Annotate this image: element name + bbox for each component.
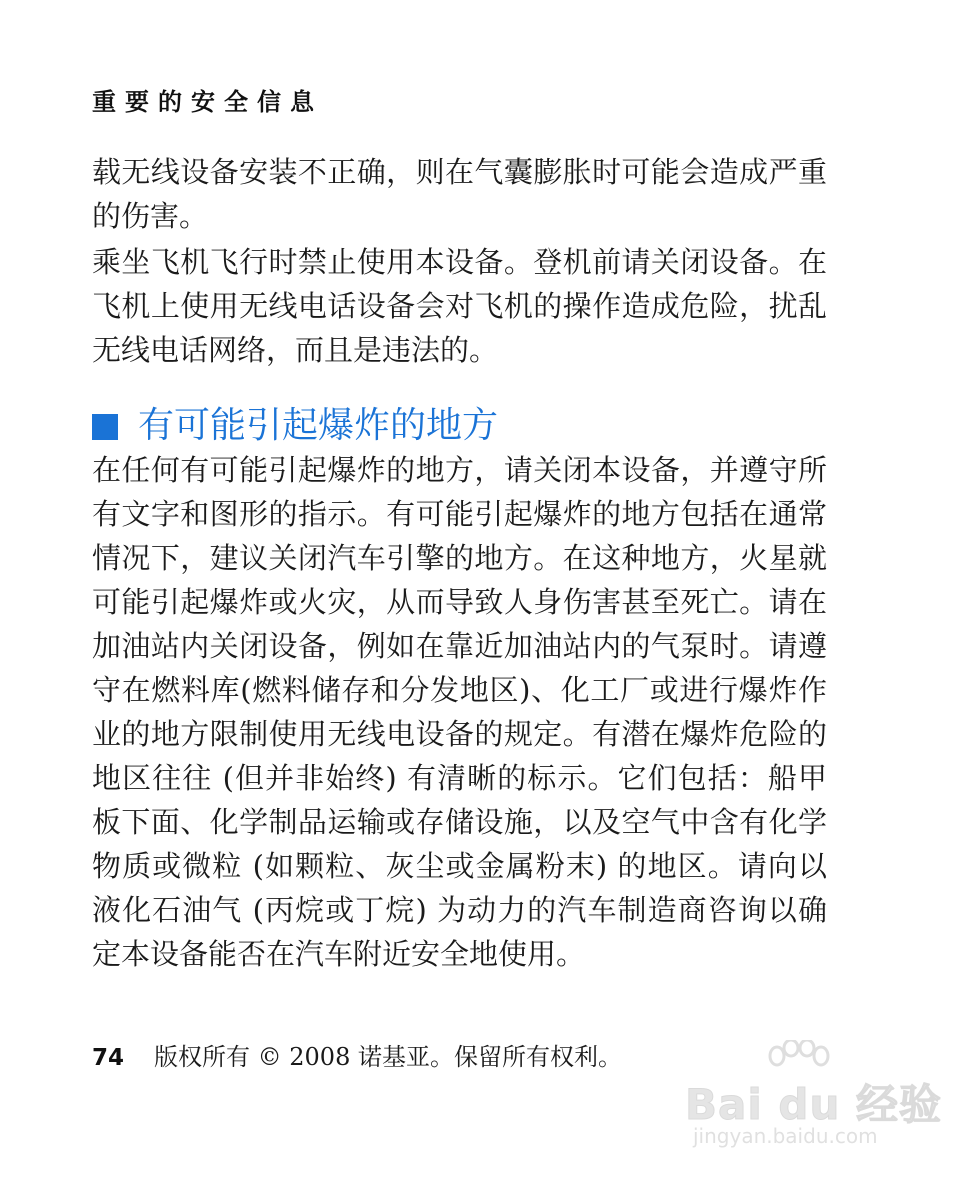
page-footer <box>92 1040 622 1075</box>
paragraph-aircraft: 乘坐飞机飞行时禁止使用本设备。登机前请关闭设备。在飞机上使用无线电话设备会对飞机的操作造成危险，扰乱无线电话网络，而且是违法的。 <box>92 245 827 367</box>
paragraph-airbag: 载无线设备安装不正确，则在气囊膨胀时可能会造成严重的伤害。 <box>92 155 827 233</box>
section-title: 有可能引起爆炸的地方 <box>138 405 499 446</box>
baidu-watermark <box>685 1040 942 1150</box>
section-heading <box>92 400 498 452</box>
paragraph-explosive-areas: 在任何有可能引起爆炸的地方，请关闭本设备，并遵守所有文字和图形的指示。有可能引起爆炸的地方包括在通常情况下，建议关闭汽车引擎的地方。在这种地方，火星就可能引起爆炸或火灾，从而导致人身伤害甚至死亡。请在加油站内关闭设备，例如在靠近加油站内的气泵时。请遵守在燃料库(燃料储存和分发地区)、化工厂或进行爆炸作业的地方限制使用无线电设备的规定。有潜在爆炸危险的地区往往 (但并非始终) 有清晰的标示。它们包括：船甲板下面、化学制品运输或存储设施，以及空气中含有化学物质或微粒 (如颗粒、灰尘或金属粉末) 的地区。请向以液化石油气 (丙烷或丁烷) 为动力的汽车制造商咨询以确定本设备能否在汽车附近安全地使用。 <box>92 453 827 971</box>
watermark-brand: Bai du 经验 <box>685 1080 942 1129</box>
page-number: 74 <box>92 1045 125 1071</box>
page-header: 重要的安全信息 <box>92 88 323 116</box>
watermark-url: jingyan.baidu.com <box>693 1124 878 1148</box>
copyright-notice: 版权所有 © 2008 诺基亚。保留所有权利。 <box>154 1043 622 1071</box>
square-bullet-icon <box>92 414 118 440</box>
